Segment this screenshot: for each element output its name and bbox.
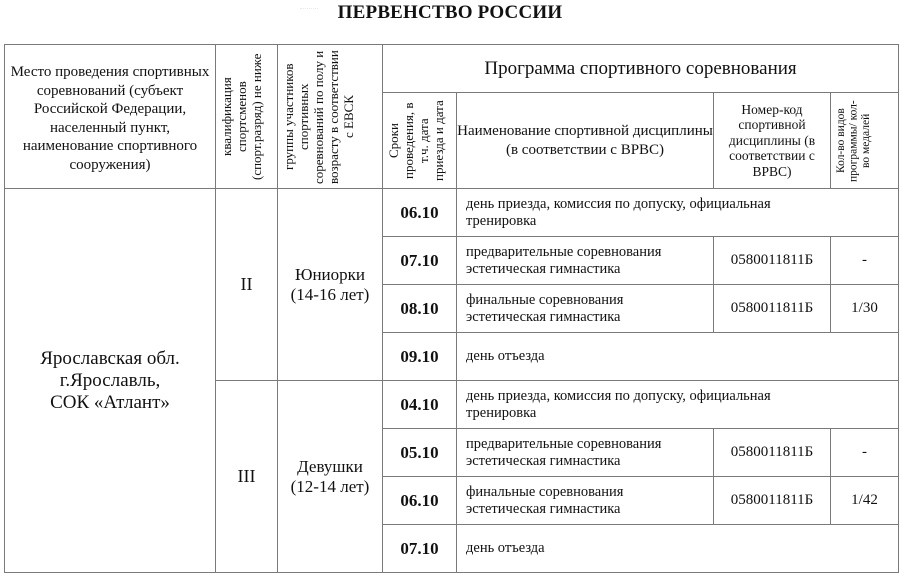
header-qualification xyxy=(216,45,278,189)
date-cell: 06.10 xyxy=(383,477,457,525)
header-counts xyxy=(831,93,899,189)
document-title: ПЕРВЕНСТВО РОССИИ xyxy=(337,2,563,23)
header-groups xyxy=(278,45,383,189)
header-program: Программа спортивного соревнования xyxy=(383,45,899,93)
age-group xyxy=(278,381,383,573)
competition-schedule-table xyxy=(4,44,899,573)
age-group-range: (14-16 лет) xyxy=(290,284,370,304)
qualification-level: II xyxy=(216,189,278,381)
age-group-name: Юниорки xyxy=(294,264,366,284)
date-cell: 07.10 xyxy=(383,525,457,573)
header-place: Место проведения спортивных соревнований (субъект Российской Федерации, населенный пункт, наименование спортивного сооружения) xyxy=(5,45,216,189)
date-cell: 05.10 xyxy=(383,429,457,477)
venue-cell xyxy=(5,189,216,573)
venue-line: г.Ярославль, xyxy=(59,369,161,391)
discipline-line: предварительные соревнования xyxy=(466,435,662,452)
discipline-line: финальные соревнования xyxy=(466,483,624,500)
table-row xyxy=(5,189,899,237)
discipline-code: 0580011811Б xyxy=(714,285,831,333)
discipline-cell xyxy=(457,477,714,525)
discipline-code: 0580011811Б xyxy=(714,477,831,525)
discipline-cell xyxy=(457,285,714,333)
date-cell: 08.10 xyxy=(383,285,457,333)
header-qualification-text: квалификация спортсменов (спорт.разряд) не ниже xyxy=(218,53,264,180)
activity-cell xyxy=(457,333,899,381)
medal-count: - xyxy=(831,429,899,477)
age-group xyxy=(278,189,383,381)
date-cell: 06.10 xyxy=(383,189,457,237)
date-cell: 04.10 xyxy=(383,381,457,429)
date-cell: 09.10 xyxy=(383,333,457,381)
discipline-line: эстетическая гимнастика xyxy=(466,260,621,277)
venue-line: СОК «Атлант» xyxy=(50,391,170,413)
discipline-line: эстетическая гимнастика xyxy=(466,452,621,469)
header-dates-text: Сроки проведения, в т.ч. дата приезда и дата xyxy=(385,100,446,181)
discipline-code: 0580011811Б xyxy=(714,429,831,477)
header-dates xyxy=(383,93,457,189)
age-group-range: (12-14 лет) xyxy=(290,476,370,496)
activity-line: день отъезда xyxy=(466,540,545,556)
medal-count: - xyxy=(831,237,899,285)
discipline-line: эстетическая гимнастика xyxy=(466,308,621,325)
activity-line: день приезда, комиссия по допуску, официальная xyxy=(466,387,771,404)
medal-count: 1/30 xyxy=(831,285,899,333)
discipline-cell xyxy=(457,237,714,285)
age-group-name: Девушки xyxy=(297,456,363,476)
activity-line: тренировка xyxy=(466,212,537,229)
discipline-cell xyxy=(457,429,714,477)
activity-line: день отъезда xyxy=(466,348,545,364)
date-cell: 07.10 xyxy=(383,237,457,285)
activity-cell xyxy=(457,525,899,573)
qualification-level: III xyxy=(216,381,278,573)
activity-cell xyxy=(457,189,899,237)
header-counts-text: Кол-во видов программы/ кол-во медалей xyxy=(834,99,872,182)
discipline-line: финальные соревнования xyxy=(466,291,624,308)
medal-count: 1/42 xyxy=(831,477,899,525)
header-groups-text: группы участников спортивных соревнований по полу и возрасту в соответствии с ЕВСК xyxy=(281,49,356,184)
discipline-line: эстетическая гимнастика xyxy=(466,500,621,517)
header-discipline-name: Наименование спортивной дисциплины (в соответствии с ВРВС) xyxy=(457,93,714,189)
activity-line: день приезда, комиссия по допуску, официальная xyxy=(466,195,771,212)
discipline-code: 0580011811Б xyxy=(714,237,831,285)
activity-line: тренировка xyxy=(466,404,537,421)
header-discipline-code: Номер-код спортивной дисциплины (в соответствии с ВРВС) xyxy=(714,93,831,189)
venue-line: Ярославская обл. xyxy=(40,347,180,369)
discipline-line: предварительные соревнования xyxy=(466,243,662,260)
activity-cell xyxy=(457,381,899,429)
